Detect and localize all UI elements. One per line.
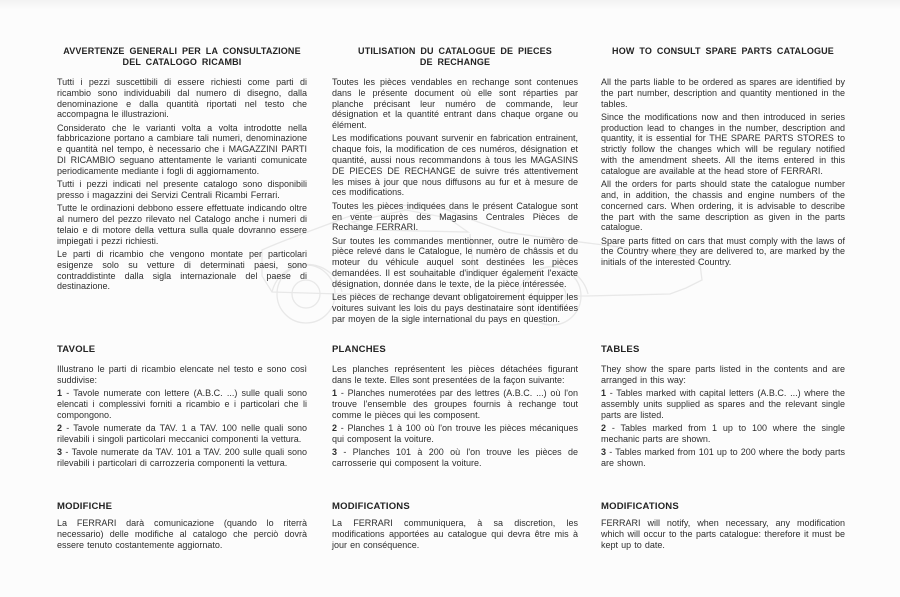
- heading-line: UTILISATION DU CATALOGUE DE PIECES: [358, 46, 552, 56]
- item-text: - Planches numerotées par des lettres (A.B.C. ...) où l'on trouve l'ensemble des groupes fournis à rechange tout comme le pièces qui les composent.: [332, 388, 578, 420]
- item-number: 1: [332, 388, 338, 399]
- item-text: - Tables marked from 1 up to 100 where the single mechanic parts are shown.: [601, 422, 845, 444]
- item-text: - Tavole numerate con lettere (A.B.C. ...) sulle quali sono elencati i complessivi forniti a ricambio e i particolari che li compongono.: [57, 388, 307, 420]
- item-number: 2: [601, 422, 607, 433]
- english-column-heading: [601, 46, 845, 77]
- modifications-fr-column: [332, 502, 578, 550]
- item-text: - Planches 1 à 100 où l'on trouve les pièces mécaniques qui composent la voiture.: [332, 422, 578, 444]
- modifications-en-heading: MODIFICATIONS: [601, 501, 679, 512]
- modifiche-column: [57, 502, 307, 550]
- item-number: 2: [332, 422, 338, 433]
- item-text: - Tavole numerate da TAV. 101 a TAV. 200 sulle quali sono rilevabili i particolari di carrozzeria componenti la vettura.: [57, 447, 307, 468]
- list-item: [332, 447, 578, 469]
- intro-paragraph: Sur toutes les commandes mentionner, outre le numèro de pièce relevé dans le Catalogue, le numèro de châssis et du moteur du véhicule auquel sont destinées les pièces demandées. Il est souhaitable d'indiquer également l'exacte désignation, donnée dans le texte, de la pièce intéressée.: [332, 235, 578, 289]
- list-item: [332, 423, 578, 445]
- english-column: [601, 46, 845, 268]
- item-number: 1: [57, 388, 63, 399]
- italian-column-heading: [57, 46, 307, 77]
- heading-line: DEL CATALOGO RICAMBI: [122, 56, 242, 67]
- tavole-column: [57, 345, 307, 469]
- planches-heading: PLANCHES: [332, 344, 386, 355]
- heading-line: HOW TO CONSULT SPARE PARTS CATALOGUE: [612, 46, 834, 56]
- intro-paragraph: All the parts liable to be ordered as spares are identified by the part number, description and quantity mentioned in the tables.: [601, 77, 845, 109]
- list-item: [601, 388, 845, 420]
- section-intro: Les planches représentent les pièces détachées figurant dans le texte. Elles sont presentées de la façon suivante:: [332, 364, 578, 385]
- modifications-fr-heading: MODIFICATIONS: [332, 501, 410, 512]
- intro-paragraph: Toutes les pièces vendables en rechange sont contenues dans le présente document où elle sont réparties par planche précisant leur numéro de commande, leur désignation et la quantité entrant dans chaque organe ou élément.: [332, 77, 578, 131]
- modifications-text: La FERRARI darà comunicazione (quando lo riterrà necessario) delle modifiche al catalogo che perciò dovrà essere tenuto costantemente aggiornato.: [57, 518, 307, 550]
- item-number: 3: [57, 447, 63, 458]
- modifiche-heading: MODIFICHE: [57, 501, 113, 512]
- tables-heading: TABLES: [601, 344, 640, 355]
- intro-paragraph: Tutte le ordinazioni debbono essere effettuate indicando oltre al numero del pezzo rilevato nel Catalogo anche i numeri di telaio e di motore della vettura sulla quale dovranno essere impiegati i pezzi richiesti.: [57, 203, 307, 246]
- list-item: [601, 423, 845, 445]
- french-column-heading: [332, 46, 578, 77]
- item-text: - Tavole numerate da TAV. 1 a TAV. 100 nelle quali sono rilevabili i singoli particolari meccanici componenti la vettura.: [57, 422, 307, 444]
- item-text: - Tables marked with capital letters (A.B.C. ...) where the assembly units supplied as spares and the relevant single parts are listed.: [601, 388, 845, 420]
- list-item: [57, 423, 307, 445]
- intro-paragraph: Since the modifications now and then introduced in series production lead to changes in the number, description and quantity, it is essential for THE SPARE PARTS STORES to strictly follow the changes which will be regulary notified with the amendment sheets. All the items entered in this catalogue are available at the head store of FERRARI.: [601, 111, 845, 176]
- heading-line: DE RECHANGE: [419, 56, 491, 67]
- intro-paragraph: All the orders for parts should state the catalogue number and, in addition, the chassis and engine numbers of the concerned cars. When ordering, it is advisable to describe the part with the same description as given in the parts catalogue.: [601, 179, 845, 233]
- intro-paragraph: Le parti di ricambio che vengono montate per particolari esigenze solo su vetture di determinati paesi, sono contraddistinte dalla sigla internazionale del paese di destinazione.: [57, 248, 307, 292]
- italian-column: [57, 46, 307, 292]
- french-column: [332, 46, 578, 325]
- modifications-en-column: [601, 502, 845, 550]
- item-text: - Tables marked from 101 up to 200 where the body parts are shown.: [601, 447, 845, 468]
- list-item: [332, 388, 578, 420]
- item-number: 3: [332, 447, 338, 458]
- intro-paragraph: Spare parts fitted on cars that must comply with the laws of the Country where they are delivered to, are marked by the initials of the interested Country.: [601, 235, 845, 268]
- item-number: 1: [601, 388, 607, 399]
- modifications-text: FERRARI will notify, when necessary, any modification which will occur to the parts catalogue: therefore it must be kept up to date.: [601, 518, 845, 550]
- list-item: [57, 447, 307, 469]
- item-number: 2: [57, 422, 63, 433]
- planches-column: [332, 345, 578, 469]
- intro-paragraph: Considerato che le varianti volta a volta introdotte nella fabbricazione portano a cambiare tali numeri, denominazione e quantità nel tempo, è necessario che i MAGAZZINI PARTI DI RICAMBIO seguano attentamente le varianti comunicate periodicamente mediante i fogli di aggiornamento.: [57, 122, 307, 176]
- tavole-heading: TAVOLE: [57, 344, 96, 355]
- modifications-text: La FERRARI communiquera, à sa discretion, les modifications apportées au catalogue qui devra être mis à jour en conséquence.: [332, 518, 578, 550]
- intro-paragraph: Les pièces de rechange devant obligatoirement équipper les voitures suivant les lois du pays destinataire sont identifiées par moyen de la sigle international du pays en question.: [332, 292, 578, 324]
- intro-paragraph: Toutes les pièces indiquées dans le présent Catalogue sont en vente auprès des Magasins Centrales Pièces de Rechange FERRARI.: [332, 200, 578, 233]
- intro-paragraph: Tutti i pezzi suscettibili di essere richiesti come parti di ricambio sono individuabili dal numero di disegno, dalla denominazione e dalla quantità riportati nel testo che accompagna le illustrazioni.: [57, 77, 307, 120]
- list-item: [601, 447, 845, 469]
- heading-line: AVVERTENZE GENERALI PER LA CONSULTAZIONE: [63, 46, 301, 56]
- tables-column: [601, 345, 845, 469]
- item-number: 3: [601, 447, 607, 458]
- item-text: - Planches 101 à 200 où l'on trouve les pièces de carrosserie qui composent la voiture.: [332, 447, 578, 468]
- section-intro: They show the spare parts listed in the contents and are arranged in this way:: [601, 364, 845, 385]
- list-item: [57, 388, 307, 420]
- intro-paragraph: Tutti i pezzi indicati nel presente catalogo sono disponibili presso i magazzini dei Servizi Centrali Ricambi Ferrari.: [57, 179, 307, 200]
- intro-paragraph: Les modifications pouvant survenir en fabrication entrainent, chaque fois, la modification de ces numéros, désignation et quantité, aussi nous recommandons à tous les MAGASINS DE PIECES DE RECHANGE de suivre trés attentivement les mises à jour que nous diffusons au fur et à mesure de ces modifications.: [332, 133, 578, 198]
- section-intro: Illustrano le parti di ricambio elencate nel testo e sono così suddivise:: [57, 364, 307, 385]
